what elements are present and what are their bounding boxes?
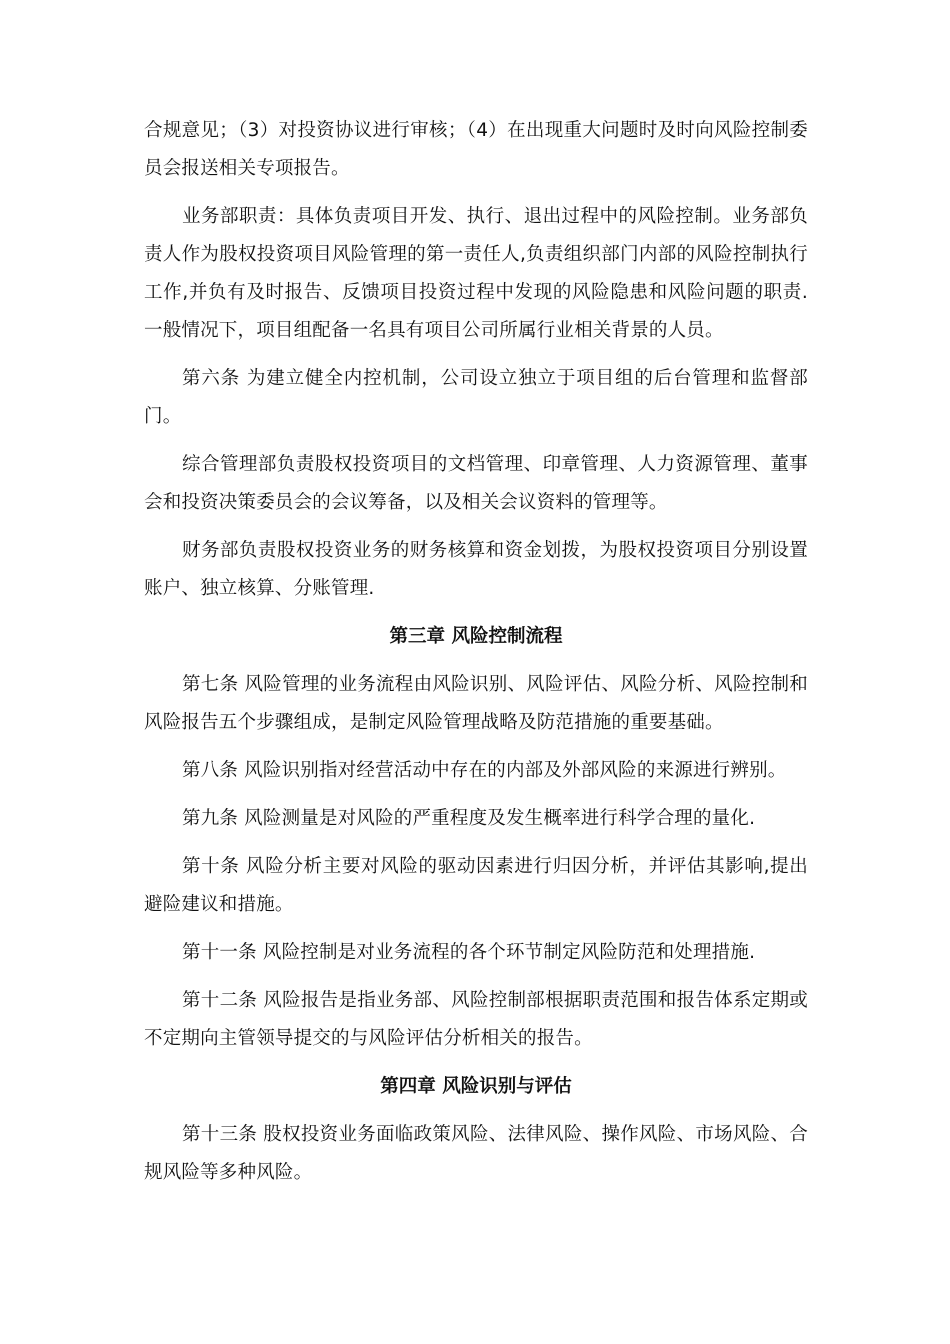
paragraph-finance-dept: 财务部负责股权投资业务的财务核算和资金划拨，为股权投资项目分别设置账户、独立核算、分账管理. bbox=[144, 540, 808, 599]
paragraph-article-7: 第七条 风险管理的业务流程由风险识别、风险评估、风险分析、风险控制和风险报告五个步骤组成，是制定风险管理战略及防范措施的重要基础。 bbox=[144, 674, 808, 733]
paragraph-admin-dept: 综合管理部负责股权投资项目的文档管理、印章管理、人力资源管理、董事会和投资决策委员会的会议筹备，以及相关会议资料的管理等。 bbox=[144, 454, 808, 513]
paragraph-article-11: 第十一条 风险控制是对业务流程的各个环节制定风险防范和处理措施. bbox=[182, 942, 756, 963]
paragraph-article-8: 第八条 风险识别指对经营活动中存在的内部及外部风险的来源进行辨别。 bbox=[182, 760, 787, 781]
chapter-4-heading: 第四章 风险识别与评估 bbox=[380, 1076, 572, 1097]
paragraph-article-10: 第十条 风险分析主要对风险的驱动因素进行归因分析，并评估其影响,提出避险建议和措施。 bbox=[144, 856, 808, 915]
paragraph-article-13: 第十三条 股权投资业务面临政策风险、法律风险、操作风险、市场风险、合规风险等多种风险。 bbox=[144, 1124, 808, 1183]
chapter-3-heading: 第三章 风险控制流程 bbox=[389, 626, 563, 647]
paragraph-compliance-opinion: 合规意见；（3）对投资协议进行审核；（4）在出现重大问题时及时向风险控制委员会报送相关专项报告。 bbox=[144, 120, 808, 179]
document-body bbox=[144, 112, 808, 1202]
paragraph-business-dept-duties: 业务部职责：具体负责项目开发、执行、退出过程中的风险控制。业务部负责人作为股权投资项目风险管理的第一责任人,负责组织部门内部的风险控制执行工作,并负有及时报告、反馈项目投资过程中发现的风险隐患和风险问题的职责.一般情况下，项目组配备一名具有项目公司所属行业相关背景的人员。 bbox=[144, 206, 808, 341]
paragraph-article-6: 第六条 为建立健全内控机制，公司设立独立于项目组的后台管理和监督部门。 bbox=[144, 368, 808, 427]
paragraph-article-9: 第九条 风险测量是对风险的严重程度及发生概率进行科学合理的量化. bbox=[182, 808, 756, 829]
paragraph-article-12: 第十二条 风险报告是指业务部、风险控制部根据职责范围和报告体系定期或不定期向主管领导提交的与风险评估分析相关的报告。 bbox=[144, 990, 808, 1049]
